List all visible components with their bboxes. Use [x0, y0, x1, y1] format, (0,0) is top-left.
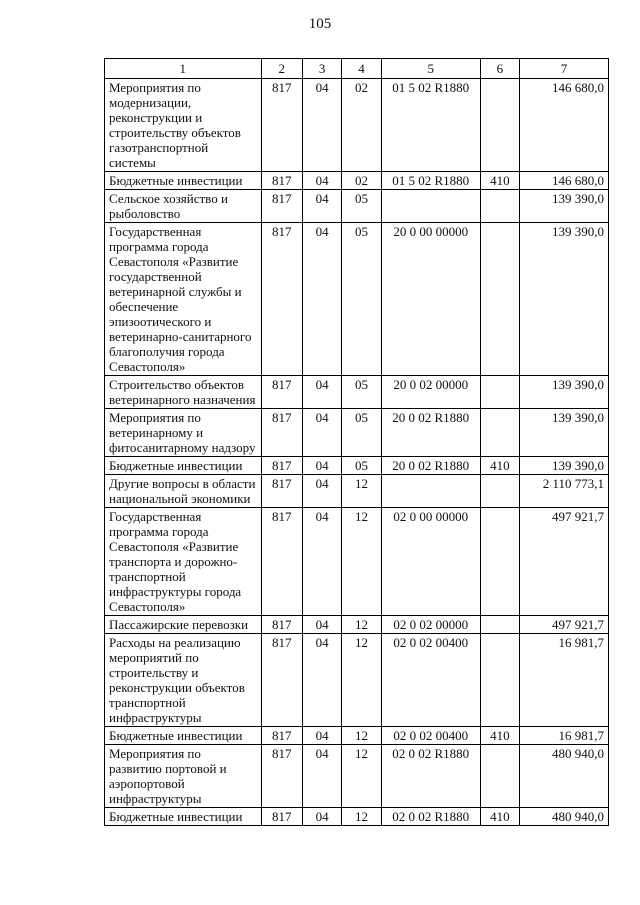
table-row: [105, 808, 609, 826]
expense-type-cell: [480, 409, 519, 457]
ministry-code-cell: 817: [261, 172, 302, 190]
section-code-cell: 04: [302, 745, 341, 808]
amount-cell: 139 390,0: [520, 223, 609, 376]
subsection-code-cell: 02: [342, 79, 381, 172]
subsection-code-cell: 05: [342, 409, 381, 457]
amount-cell: 139 390,0: [520, 376, 609, 409]
expense-type-cell: [480, 634, 519, 727]
expense-name-cell: Мероприятия по ветеринарному и фитосанитарному надзору: [105, 409, 262, 457]
section-code-cell: 04: [302, 172, 341, 190]
section-code-cell: 04: [302, 508, 341, 616]
expense-name-cell: Мероприятия по развитию портовой и аэропортовой инфраструктуры: [105, 745, 262, 808]
section-code-cell: 04: [302, 223, 341, 376]
target-article-cell: [381, 190, 480, 223]
target-article-cell: [381, 475, 480, 508]
target-article-cell: 02 0 00 00000: [381, 508, 480, 616]
table-row: [105, 79, 609, 172]
section-code-cell: 04: [302, 376, 341, 409]
header-cell: 6: [480, 59, 519, 79]
ministry-code-cell: 817: [261, 79, 302, 172]
target-article-cell: 20 0 00 00000: [381, 223, 480, 376]
amount-cell: 497 921,7: [520, 508, 609, 616]
section-code-cell: 04: [302, 409, 341, 457]
subsection-code-cell: 12: [342, 808, 381, 826]
subsection-code-cell: 12: [342, 508, 381, 616]
section-code-cell: 04: [302, 727, 341, 745]
expense-type-cell: [480, 508, 519, 616]
section-code-cell: 04: [302, 616, 341, 634]
section-code-cell: 04: [302, 475, 341, 508]
amount-cell: 16 981,7: [520, 634, 609, 727]
expense-type-cell: [480, 79, 519, 172]
expense-name-cell: Расходы на реализацию мероприятий по строительству и реконструкции объектов транспортной инфраструктуры: [105, 634, 262, 727]
page-number: 105: [308, 16, 332, 32]
table-row: [105, 616, 609, 634]
ministry-code-cell: 817: [261, 808, 302, 826]
amount-cell: 480 940,0: [520, 745, 609, 808]
ministry-code-cell: 817: [261, 508, 302, 616]
expense-type-cell: 410: [480, 172, 519, 190]
budget-table: [104, 58, 609, 826]
table-row: [105, 727, 609, 745]
expense-name-cell: Государственная программа города Севастополя «Развитие транспорта и дорожно-транспортной инфраструктуры города Севастополя»: [105, 508, 262, 616]
expense-name-cell: Бюджетные инвестиции: [105, 808, 262, 826]
amount-cell: 2 110 773,1: [520, 475, 609, 508]
subsection-code-cell: 05: [342, 190, 381, 223]
section-code-cell: 04: [302, 808, 341, 826]
subsection-code-cell: 12: [342, 616, 381, 634]
header-cell: 2: [261, 59, 302, 79]
amount-cell: 146 680,0: [520, 172, 609, 190]
target-article-cell: 02 0 02 R1880: [381, 808, 480, 826]
target-article-cell: 02 0 02 R1880: [381, 745, 480, 808]
expense-type-cell: [480, 376, 519, 409]
subsection-code-cell: 05: [342, 376, 381, 409]
subsection-code-cell: 12: [342, 727, 381, 745]
table-row: [105, 508, 609, 616]
expense-type-cell: [480, 223, 519, 376]
section-code-cell: 04: [302, 79, 341, 172]
subsection-code-cell: 02: [342, 172, 381, 190]
section-code-cell: 04: [302, 457, 341, 475]
subsection-code-cell: 12: [342, 745, 381, 808]
table-row: [105, 475, 609, 508]
subsection-code-cell: 12: [342, 634, 381, 727]
amount-cell: 146 680,0: [520, 79, 609, 172]
expense-type-cell: [480, 475, 519, 508]
ministry-code-cell: 817: [261, 745, 302, 808]
expense-name-cell: Бюджетные инвестиции: [105, 172, 262, 190]
expense-type-cell: [480, 616, 519, 634]
expense-type-cell: 410: [480, 808, 519, 826]
amount-cell: 139 390,0: [520, 457, 609, 475]
amount-cell: 16 981,7: [520, 727, 609, 745]
expense-name-cell: Сельское хозяйство и рыболовство: [105, 190, 262, 223]
target-article-cell: 01 5 02 R1880: [381, 79, 480, 172]
table-row: [105, 376, 609, 409]
table-row: [105, 172, 609, 190]
header-cell: 4: [342, 59, 381, 79]
expense-name-cell: Мероприятия по модернизации, реконструкции и строительству объектов газотранспортной системы: [105, 79, 262, 172]
expense-type-cell: 410: [480, 727, 519, 745]
ministry-code-cell: 817: [261, 616, 302, 634]
header-cell: 7: [520, 59, 609, 79]
expense-name-cell: Государственная программа города Севастополя «Развитие государственной ветеринарной службы и обеспечение эпизоотического и ветеринарно-санитарного благополучия города Севастополя»: [105, 223, 262, 376]
section-code-cell: 04: [302, 634, 341, 727]
table-header-row: [105, 59, 609, 79]
ministry-code-cell: 817: [261, 190, 302, 223]
target-article-cell: 20 0 02 R1880: [381, 409, 480, 457]
expense-name-cell: Строительство объектов ветеринарного назначения: [105, 376, 262, 409]
table-row: [105, 190, 609, 223]
ministry-code-cell: 817: [261, 634, 302, 727]
amount-cell: 139 390,0: [520, 190, 609, 223]
expense-name-cell: Пассажирские перевозки: [105, 616, 262, 634]
table-row: [105, 634, 609, 727]
ministry-code-cell: 817: [261, 727, 302, 745]
subsection-code-cell: 05: [342, 457, 381, 475]
expense-name-cell: Другие вопросы в области национальной экономики: [105, 475, 262, 508]
expense-type-cell: [480, 190, 519, 223]
subsection-code-cell: 05: [342, 223, 381, 376]
subsection-code-cell: 12: [342, 475, 381, 508]
ministry-code-cell: 817: [261, 376, 302, 409]
table-row: [105, 409, 609, 457]
ministry-code-cell: 817: [261, 475, 302, 508]
table-row: [105, 223, 609, 376]
amount-cell: 497 921,7: [520, 616, 609, 634]
amount-cell: 139 390,0: [520, 409, 609, 457]
expense-name-cell: Бюджетные инвестиции: [105, 727, 262, 745]
section-code-cell: 04: [302, 190, 341, 223]
target-article-cell: 02 0 02 00400: [381, 634, 480, 727]
target-article-cell: 01 5 02 R1880: [381, 172, 480, 190]
header-cell: 3: [302, 59, 341, 79]
expense-type-cell: 410: [480, 457, 519, 475]
table-row: [105, 457, 609, 475]
target-article-cell: 02 0 02 00000: [381, 616, 480, 634]
expense-name-cell: Бюджетные инвестиции: [105, 457, 262, 475]
ministry-code-cell: 817: [261, 409, 302, 457]
table-body: [105, 79, 609, 826]
amount-cell: 480 940,0: [520, 808, 609, 826]
header-cell: 1: [105, 59, 262, 79]
target-article-cell: 20 0 02 00000: [381, 376, 480, 409]
table-row: [105, 745, 609, 808]
ministry-code-cell: 817: [261, 457, 302, 475]
target-article-cell: 20 0 02 R1880: [381, 457, 480, 475]
ministry-code-cell: 817: [261, 223, 302, 376]
expense-type-cell: [480, 745, 519, 808]
target-article-cell: 02 0 02 00400: [381, 727, 480, 745]
header-cell: 5: [381, 59, 480, 79]
